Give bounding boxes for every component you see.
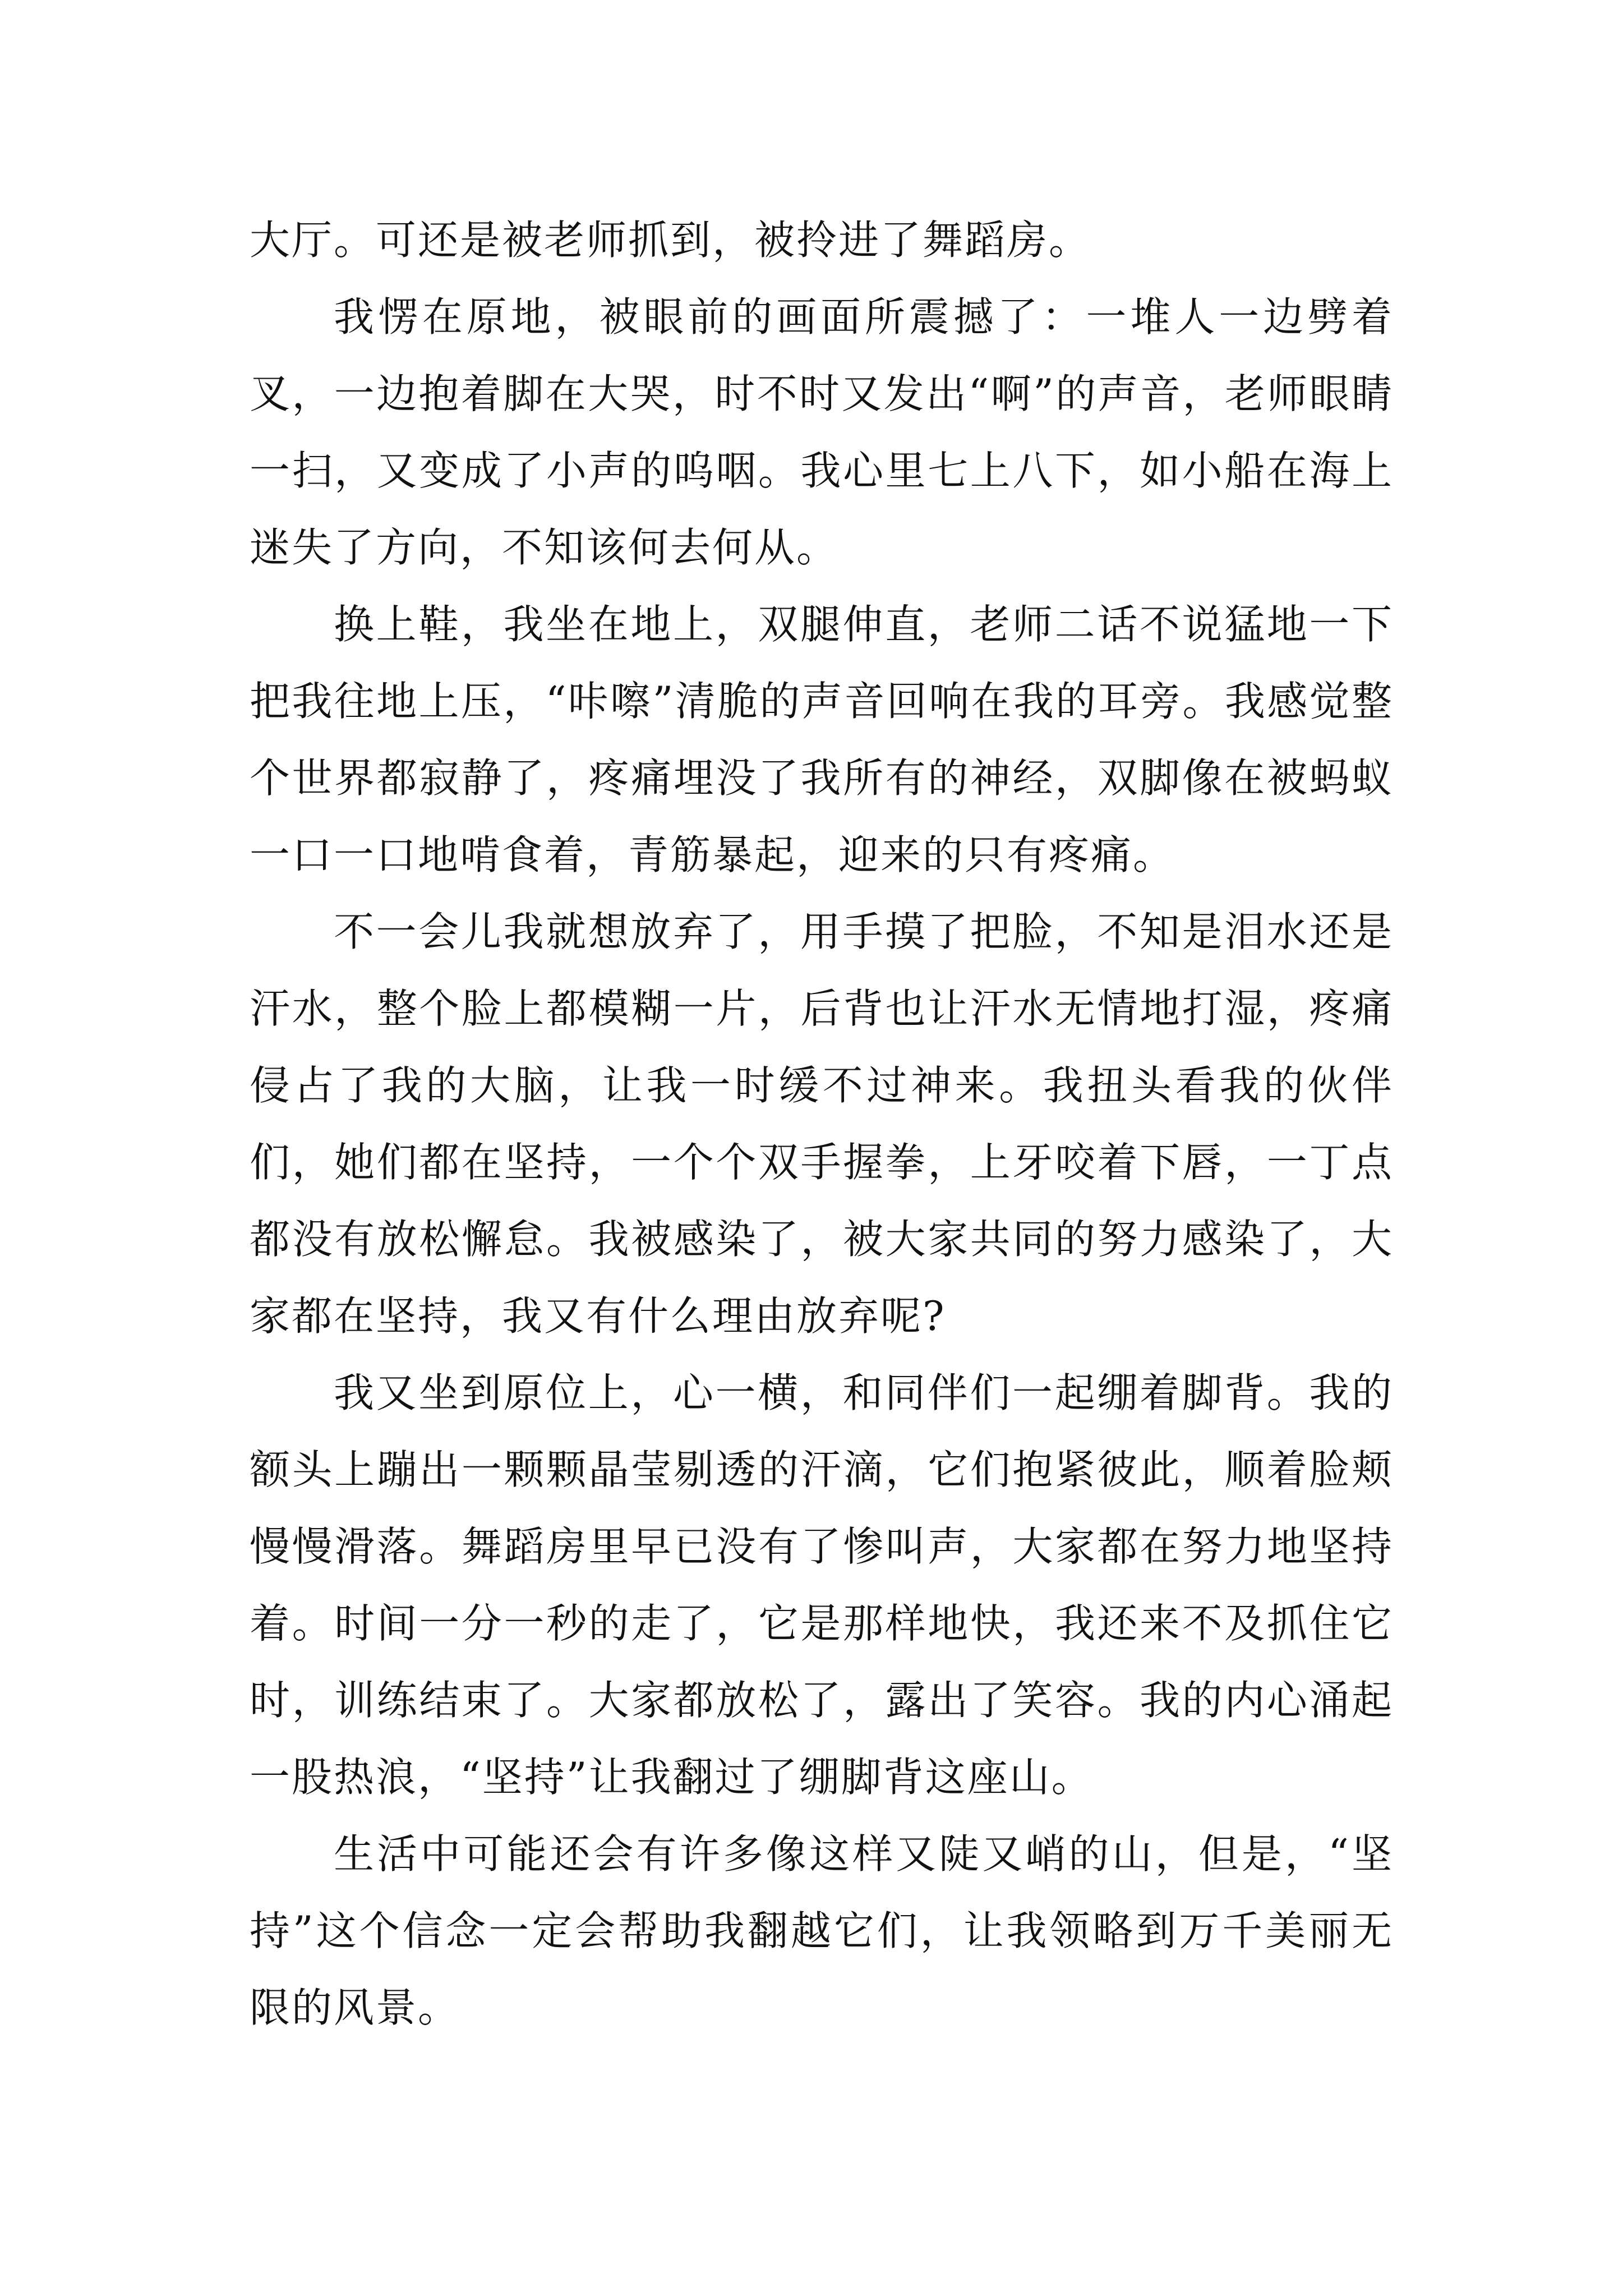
paragraph-1: 大厅。可还是被老师抓到，被拎进了舞蹈房。	[250, 217, 1091, 264]
paragraph-2: 我愣在原地，被眼前的画面所震撼了：一堆人一边劈着叉，一边抱着脚在大哭，时不时又发出“啊”的声音，老师眼睛一扫，又变成了小声的呜咽。我心里七上八下，如小船在海上迷失了方向，不知该何去何从。	[250, 293, 1394, 571]
paragraph-4: 不一会儿我就想放弃了，用手摸了把脸，不知是泪水还是汗水，整个脸上都模糊一片，后背也让汗水无情地打湿，疼痛侵占了我的大脑，让我一时缓不过神来。我扭头看我的伙伴们，她们都在坚持，一个个双手握拳，上牙咬着下唇，一丁点都没有放松懈怠。我被感染了，被大家共同的努力感染了，大家都在坚持，我又有什么理由放弃呢?	[250, 908, 1394, 1340]
paragraph-6: 生活中可能还会有许多像这样又陡又峭的山，但是，“坚持”这个信念一定会帮助我翻越它们，让我领略到万千美丽无限的风景。	[250, 1830, 1394, 2031]
paragraph-3: 换上鞋，我坐在地上，双腿伸直，老师二话不说猛地一下把我往地上压，“咔嚓”清脆的声音回响在我的耳旁。我感觉整个世界都寂静了，疼痛埋没了我所有的神经，双脚像在被蚂蚁一口一口地啃食着，青筋暴起，迎来的只有疼痛。	[250, 601, 1394, 878]
body-text	[250, 202, 1394, 2046]
paragraph-5: 我又坐到原位上，心一横，和同伴们一起绷着脚背。我的额头上蹦出一颗颗晶莹剔透的汗滴，它们抱紧彼此，顺着脸颊慢慢滑落。舞蹈房里早已没有了惨叫声，大家都在努力地坚持着。时间一分一秒的走了，它是那样地快，我还来不及抓住它时，训练结束了。大家都放松了，露出了笑容。我的内心涌起一股热浪，“坚持”让我翻过了绷脚背这座山。	[250, 1369, 1394, 1801]
